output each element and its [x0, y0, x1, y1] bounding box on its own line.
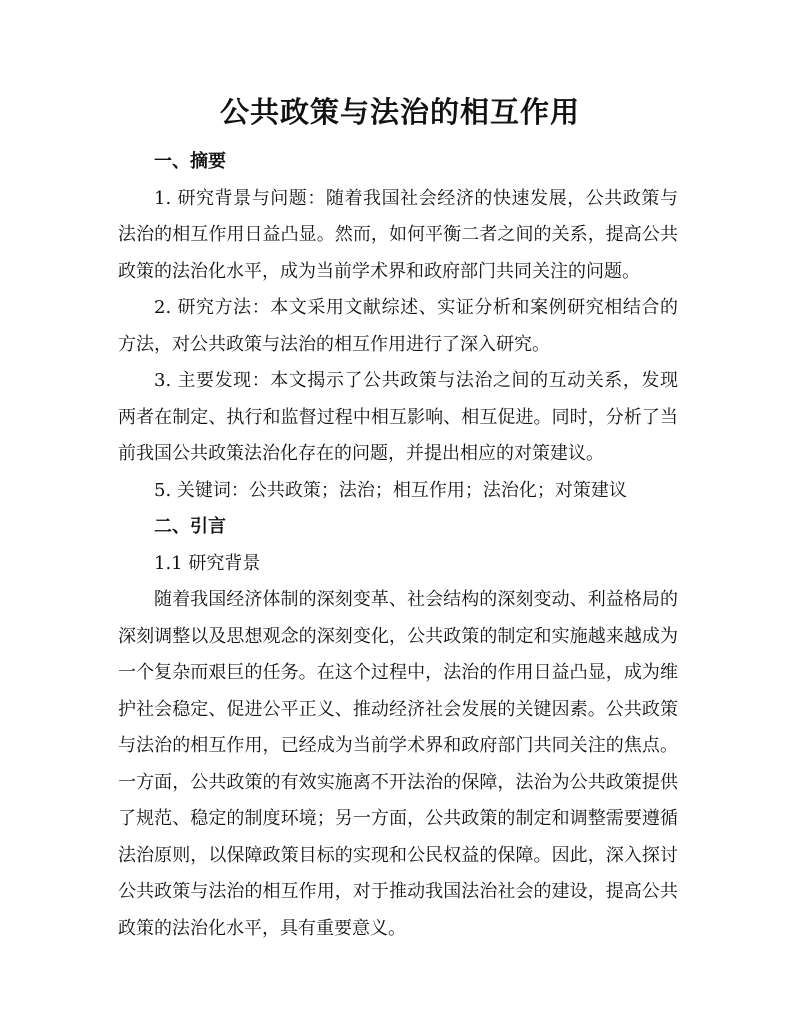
- paragraph-background-body: 随着我国经济体制的深刻变革、社会结构的深刻变动、利益格局的深刻调整以及思想观念的深刻变化，公共政策的制定和实施越来越成为一个复杂而艰巨的任务。在这个过程中，法治的作用日益凸显，成为维护社会稳定、促进公平正义、推动经济社会发展的关键因素。公共政策与法治的相互作用，已经成为当前学术界和政府部门共同关注的焦点。一方面，公共政策的有效实施离不开法治的保障，法治为公共政策提供了规范、稳定的制度环境；另一方面，公共政策的制定和调整需要遵循法治原则，以保障政策目标的实现和公民权益的保障。因此，深入探讨公共政策与法治的相互作用，对于推动我国法治社会的建设，提高公共政策的法治化水平，具有重要意义。: [118, 589, 678, 939]
- section-heading-abstract: 一、摘要: [154, 151, 226, 172]
- paragraph-keywords: 5. 关键词：公共政策；法治；相互作用；法治化；对策建议: [154, 479, 627, 501]
- document-title: 公共政策与法治的相互作用: [219, 95, 580, 129]
- document-body: [118, 144, 678, 947]
- paragraph-research-method: 2. 研究方法：本文采用文献综述、实证分析和案例研究相结合的方法，对公共政策与法治的相互作用进行了深入研究。: [118, 297, 678, 355]
- subsection-heading-background: 1.1 研究背景: [154, 552, 261, 574]
- paragraph-main-findings: 3. 主要发现：本文揭示了公共政策与法治之间的互动关系，发现两者在制定、执行和监督过程中相互影响、相互促进。同时，分析了当前我国公共政策法治化存在的问题，并提出相应的对策建议。: [118, 370, 678, 464]
- section-heading-introduction: 二、引言: [154, 516, 226, 537]
- paragraph-research-background: 1. 研究背景与问题：随着我国社会经济的快速发展，公共政策与法治的相互作用日益凸显。然而，如何平衡二者之间的关系，提高公共政策的法治化水平，成为当前学术界和政府部门共同关注的问题。: [118, 187, 678, 282]
